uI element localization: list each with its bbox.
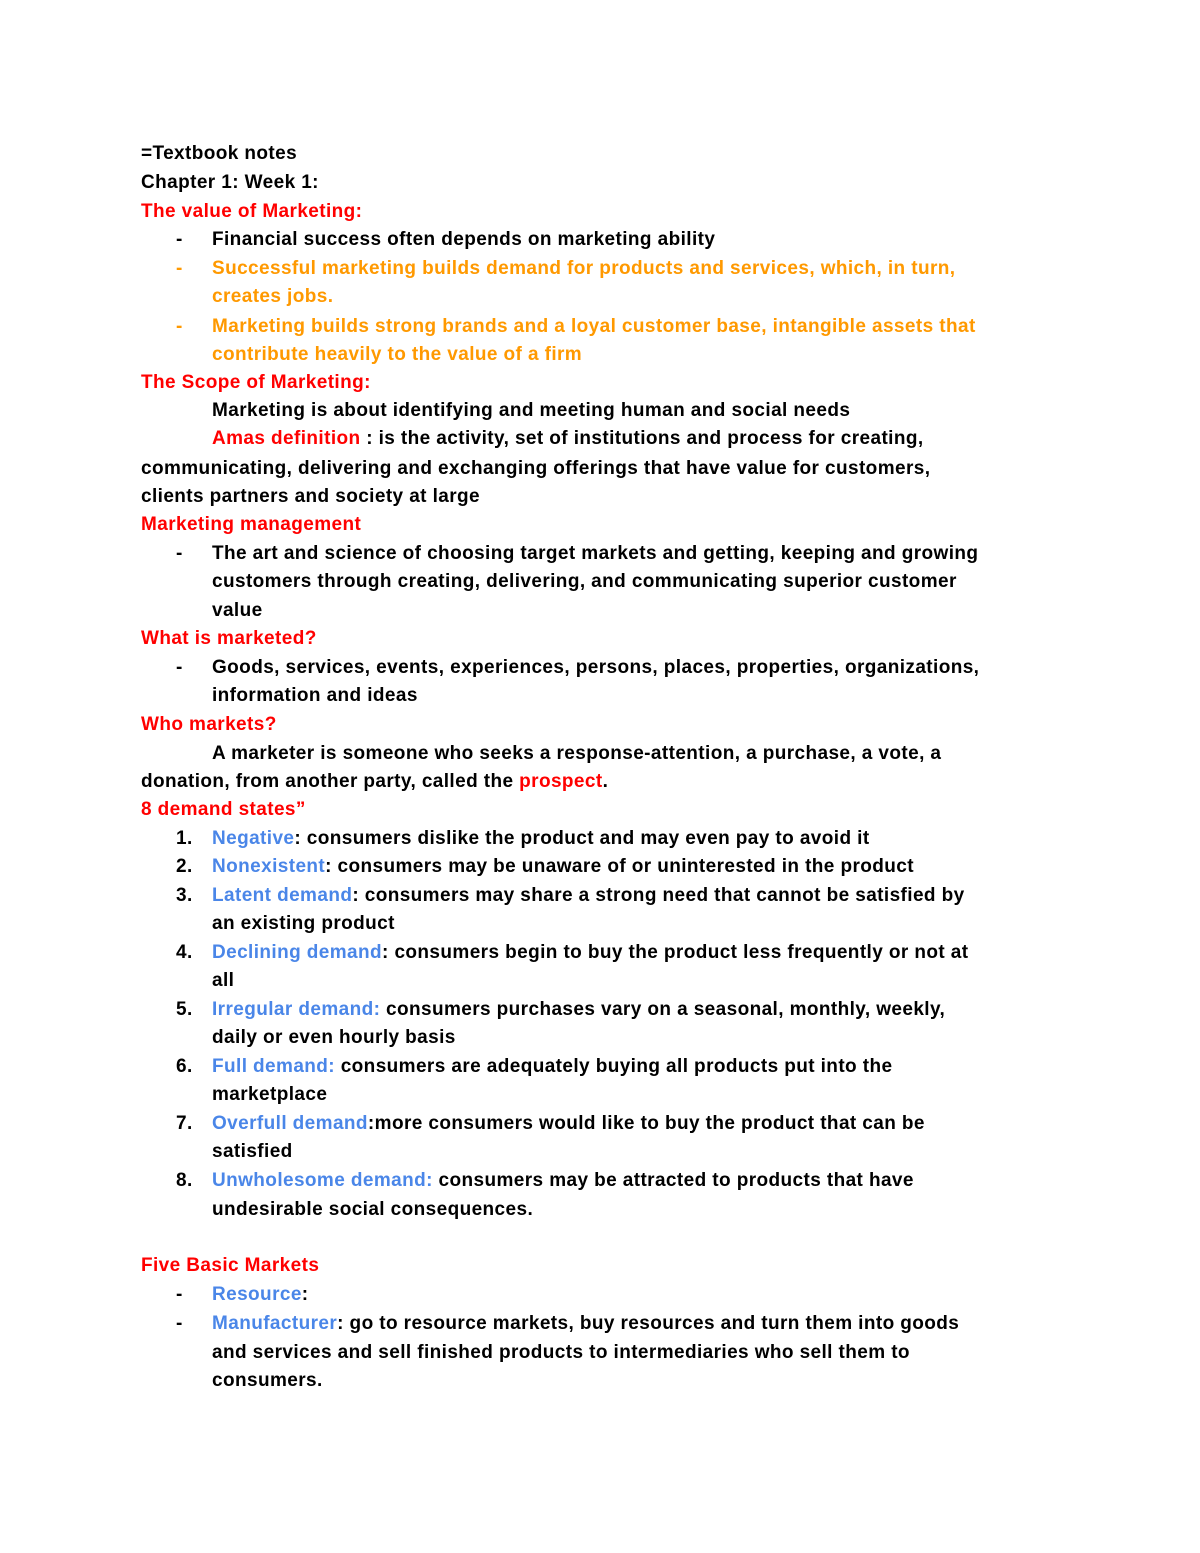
list-item: Goods, services, events, experiences, persons, places, properties, organizations, (212, 657, 980, 678)
demand-desc: consumers are adequately buying all products put into the (335, 1056, 893, 1077)
list-item (212, 884, 965, 908)
demand-desc: : consumers may be unaware of or uninterested in the product (325, 856, 914, 877)
demand-term: Latent demand (212, 885, 353, 906)
bullet: - (176, 229, 183, 250)
list-item: Marketing builds strong brands and a loyal customer base, intangible assets that (212, 316, 976, 337)
list-item-continued: contribute heavily to the value of a firm (212, 344, 583, 365)
list-item-continued: information and ideas (212, 685, 418, 706)
demand-term: Negative (212, 828, 295, 849)
ama-definition-text: : is the activity, set of institutions and process for creating, (366, 428, 924, 449)
list-item (212, 827, 870, 851)
list-item: Successful marketing builds demand for products and services, which, in turn, (212, 258, 956, 279)
list-item-continued: consumers. (212, 1370, 323, 1391)
list-item (212, 1112, 925, 1136)
list-item (212, 941, 968, 965)
section-heading-management: Marketing management (141, 514, 362, 535)
list-item (212, 1283, 309, 1307)
list-item: Financial success often depends on marketing ability (212, 229, 716, 250)
list-item (212, 855, 914, 879)
list-item-continued: customers through creating, delivering, and communicating superior customer (212, 571, 957, 592)
ama-definition-line (212, 427, 924, 451)
bullet: - (176, 258, 183, 279)
section-heading-who-markets: Who markets? (141, 714, 277, 735)
list-item (212, 1169, 914, 1193)
section-heading-scope: The Scope of Marketing: (141, 372, 371, 393)
demand-term: Full demand: (212, 1056, 336, 1077)
demand-term: Unwholesome demand: (212, 1170, 433, 1191)
paragraph-text: donation, from another party, called the (141, 771, 520, 792)
list-item-continued: creates jobs. (212, 286, 334, 307)
market-desc: : go to resource markets, buy resources and turn them into goods (337, 1313, 960, 1334)
list-number: 1. (176, 828, 193, 849)
demand-term: Irregular demand: (212, 999, 381, 1020)
market-term: Manufacturer (212, 1313, 338, 1334)
list-item-continued: and services and sell finished products to intermediaries who sell them to (212, 1342, 910, 1363)
section-heading-five-markets: Five Basic Markets (141, 1255, 320, 1276)
list-item: The art and science of choosing target markets and getting, keeping and growing (212, 543, 979, 564)
demand-desc: : consumers begin to buy the product less frequently or not at (382, 942, 969, 963)
demand-term: Overfull demand (212, 1113, 368, 1134)
demand-term: Nonexistent (212, 856, 326, 877)
bullet: - (176, 1284, 183, 1305)
list-item (212, 1055, 892, 1079)
list-number: 2. (176, 856, 193, 877)
doc-title: =Textbook notes (141, 143, 298, 164)
list-item-continued: daily or even hourly basis (212, 1027, 456, 1048)
list-number: 4. (176, 942, 193, 963)
paragraph-line: A marketer is someone who seeks a response-attention, a purchase, a vote, a (212, 743, 942, 764)
list-item-continued: all (212, 970, 235, 991)
list-number: 8. (176, 1170, 193, 1191)
market-desc: : (301, 1284, 309, 1305)
section-heading-value: The value of Marketing: (141, 201, 363, 222)
market-term: Resource (212, 1284, 302, 1305)
demand-term: Declining demand (212, 942, 383, 963)
paragraph-line: communicating, delivering and exchanging offerings that have value for customers, (141, 458, 931, 479)
demand-desc: :more consumers would like to buy the product that can be (367, 1113, 925, 1134)
bullet: - (176, 543, 183, 564)
list-number: 5. (176, 999, 193, 1020)
bullet: - (176, 1313, 183, 1334)
demand-desc: : consumers may share a strong need that cannot be satisfied by (352, 885, 965, 906)
list-number: 6. (176, 1056, 193, 1077)
paragraph-line (141, 770, 608, 794)
list-item (212, 998, 945, 1022)
demand-desc: consumers purchases vary on a seasonal, monthly, weekly, (380, 999, 946, 1020)
list-item-continued: satisfied (212, 1141, 293, 1162)
paragraph-line: clients partners and society at large (141, 486, 480, 507)
list-number: 7. (176, 1113, 193, 1134)
ama-definition-label: Amas definition (212, 428, 367, 449)
list-item (212, 1312, 959, 1336)
paragraph-text: . (602, 771, 609, 792)
list-number: 3. (176, 885, 193, 906)
bullet: - (176, 316, 183, 337)
list-item-continued: value (212, 600, 263, 621)
section-heading-demand-states: 8 demand states” (141, 799, 306, 820)
section-heading-what-marketed: What is marketed? (141, 628, 317, 649)
bullet: - (176, 657, 183, 678)
paragraph-line: Marketing is about identifying and meeting human and social needs (212, 400, 851, 421)
list-item-continued: undesirable social consequences. (212, 1199, 534, 1220)
chapter-label: Chapter 1: Week 1: (141, 172, 319, 193)
list-item-continued: an existing product (212, 913, 395, 934)
demand-desc: consumers may be attracted to products that have (432, 1170, 914, 1191)
list-item-continued: marketplace (212, 1084, 328, 1105)
demand-desc: : consumers dislike the product and may even pay to avoid it (294, 828, 870, 849)
prospect-term: prospect (519, 771, 603, 792)
